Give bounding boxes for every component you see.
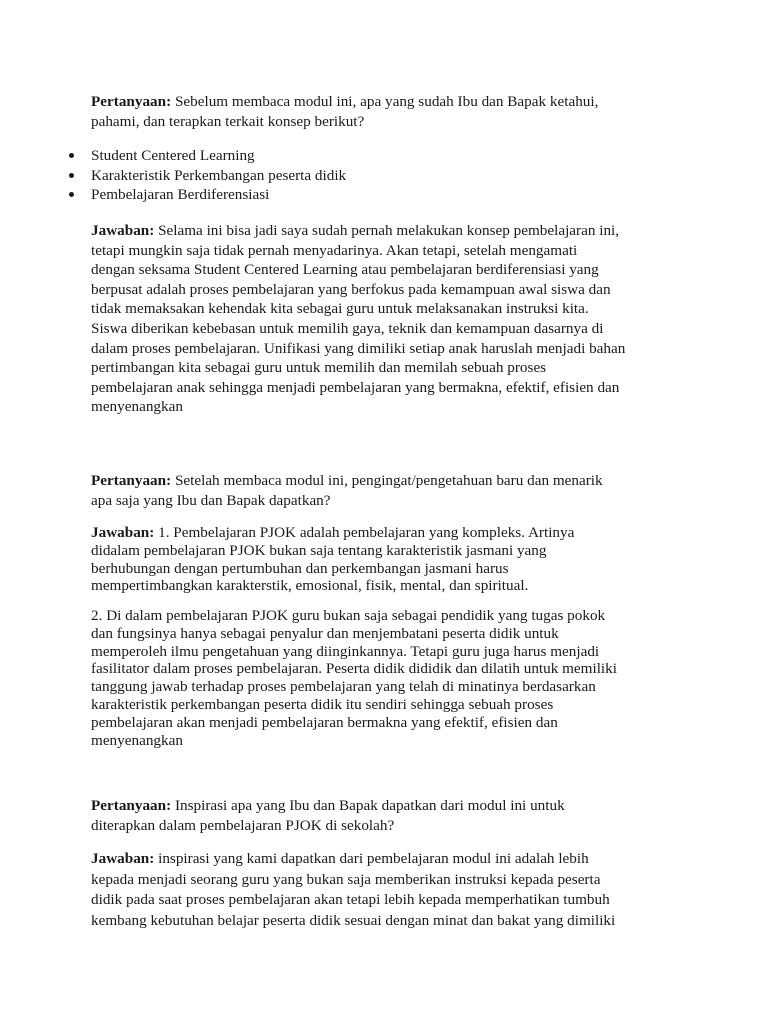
paragraph-line: [91, 471, 691, 491]
question-1: [91, 92, 691, 131]
question-label: Pertanyaan:: [91, 797, 172, 814]
list-item: [91, 146, 346, 166]
paragraph-line: [91, 849, 691, 870]
answer-label: Jawaban:: [91, 222, 155, 239]
paragraph-line: [91, 524, 691, 542]
question-3: [91, 796, 691, 835]
paragraph-line: fasilitator dalam proses pembelajaran. Peserta didik dididik dan dilatih untuk memiliki: [91, 660, 617, 678]
question-text: Setelah membaca modul ini, pengingat/pengetahuan baru dan menarik: [171, 472, 603, 489]
paragraph-line: dalam proses pembelajaran. Unifikasi yang dimiliki setiap anak haruslah menjadi bahan: [91, 339, 626, 357]
paragraph-line: tetapi mungkin saja tidak pernah menyadarinya. Akan tetapi, setelah mengamati: [91, 241, 578, 259]
paragraph-line: memperoleh ilmu pengetahuan yang diinginkannya. Tetapi guru juga harus menjadi: [91, 642, 600, 660]
bullet-icon: [69, 153, 74, 158]
paragraph-line: mempertimbangkan karakterstik, emosional, fisik, mental, dan spiritual.: [91, 577, 529, 595]
bullet-icon: [69, 173, 74, 178]
paragraph-line: [91, 221, 691, 241]
paragraph-line: tanggung jawab terhadap proses pembelajaran yang telah di minatinya berdasarkan: [91, 678, 596, 696]
paragraph-line: didik pada saat proses pembelajaran akan tetapi lebih kepada memperhatikan tumbuh: [91, 891, 610, 909]
paragraph-line: pembelajaran anak sehingga menjadi pembelajaran yang bermakna, efektif, efisien dan: [91, 378, 620, 396]
list-item-text: Student Centered Learning: [91, 147, 255, 164]
question-text: Inspirasi apa yang Ibu dan Bapak dapatkan dari modul ini untuk: [171, 797, 565, 814]
answer-label: Jawaban:: [91, 850, 155, 867]
paragraph-line: pahami, dan terapkan terkait konsep berikut?: [91, 112, 365, 130]
question-text: Sebelum membaca modul ini, apa yang sudah Ibu dan Bapak ketahui,: [171, 93, 599, 110]
paragraph-line: pembelajaran akan menjadi pembelajaran bermakna yang efektif, efisien dan: [91, 713, 558, 731]
paragraph-line: kembang kebutuhan belajar peserta didik sesuai dengan minat dan bakat yang dimiliki: [91, 911, 616, 929]
question-label: Pertanyaan:: [91, 93, 172, 110]
answer-1: [91, 221, 691, 417]
paragraph-line: berpusat adalah proses pembelajaran yang berfokus pada kemampuan awal siswa dan: [91, 280, 611, 298]
paragraph-line: kepada menjadi seorang guru yang bukan saja memberikan instruksi kepada peserta: [91, 870, 601, 888]
list-item: [91, 166, 346, 186]
paragraph-line: [91, 92, 691, 112]
list-item-text: Karakteristik Perkembangan peserta didik: [91, 166, 347, 184]
paragraph-line: didalam pembelajaran PJOK bukan saja tentang karakteristik jasmani yang: [91, 541, 547, 559]
paragraph-line: menyenangkan: [91, 398, 183, 416]
paragraph-line: tidak memaksakan kehendak kita sebagai guru untuk melaksanakan instruksi kita.: [91, 300, 589, 318]
answer-2-point-2: [91, 607, 691, 749]
paragraph-line: Siswa diberikan kebebasan untuk memilih gaya, teknik dan kemampuan dasarnya di: [91, 319, 604, 337]
answer-text: Selama ini bisa jadi saya sudah pernah melakukan konsep pembelajaran ini,: [154, 222, 620, 239]
answer-text: 1. Pembelajaran PJOK adalah pembelajaran yang kompleks. Artinya: [154, 524, 575, 541]
question-label: Pertanyaan:: [91, 472, 172, 489]
concept-list: [91, 146, 346, 205]
answer-label: Jawaban:: [91, 524, 155, 541]
paragraph-line: [91, 796, 691, 816]
paragraph-line: dengan seksama Student Centered Learning atau pembelajaran berdiferensiasi yang: [91, 261, 599, 279]
paragraph-line: apa saja yang Ibu dan Bapak dapatkan?: [91, 491, 331, 509]
list-item: [91, 185, 346, 205]
paragraph-line: diterapkan dalam pembelajaran PJOK di sekolah?: [91, 816, 395, 834]
answer-3: [91, 849, 691, 931]
paragraph-line: berhubungan dengan pertumbuhan dan perkembangan jasmani harus: [91, 559, 509, 577]
answer-2: [91, 524, 691, 595]
list-item-text: Pembelajaran Berdiferensiasi: [91, 186, 270, 204]
paragraph-line: 2. Di dalam pembelajaran PJOK guru bukan saja sebagai pendidik yang tugas pokok: [91, 607, 606, 624]
paragraph-line: pertimbangan kita sebagai guru untuk memilih dan memilah sebuah proses: [91, 359, 547, 377]
paragraph-line: karakteristik perkembangan peserta didik itu sendiri sehingga sebuah proses: [91, 695, 554, 713]
question-2: [91, 471, 691, 510]
answer-text: inspirasi yang kami dapatkan dari pembelajaran modul ini adalah lebih: [154, 850, 589, 867]
paragraph-line: dan fungsinya hanya sebagai penyalur dan menjembatani peserta didik untuk: [91, 624, 559, 642]
paragraph-line: menyenangkan: [91, 731, 183, 749]
bullet-icon: [69, 192, 74, 197]
